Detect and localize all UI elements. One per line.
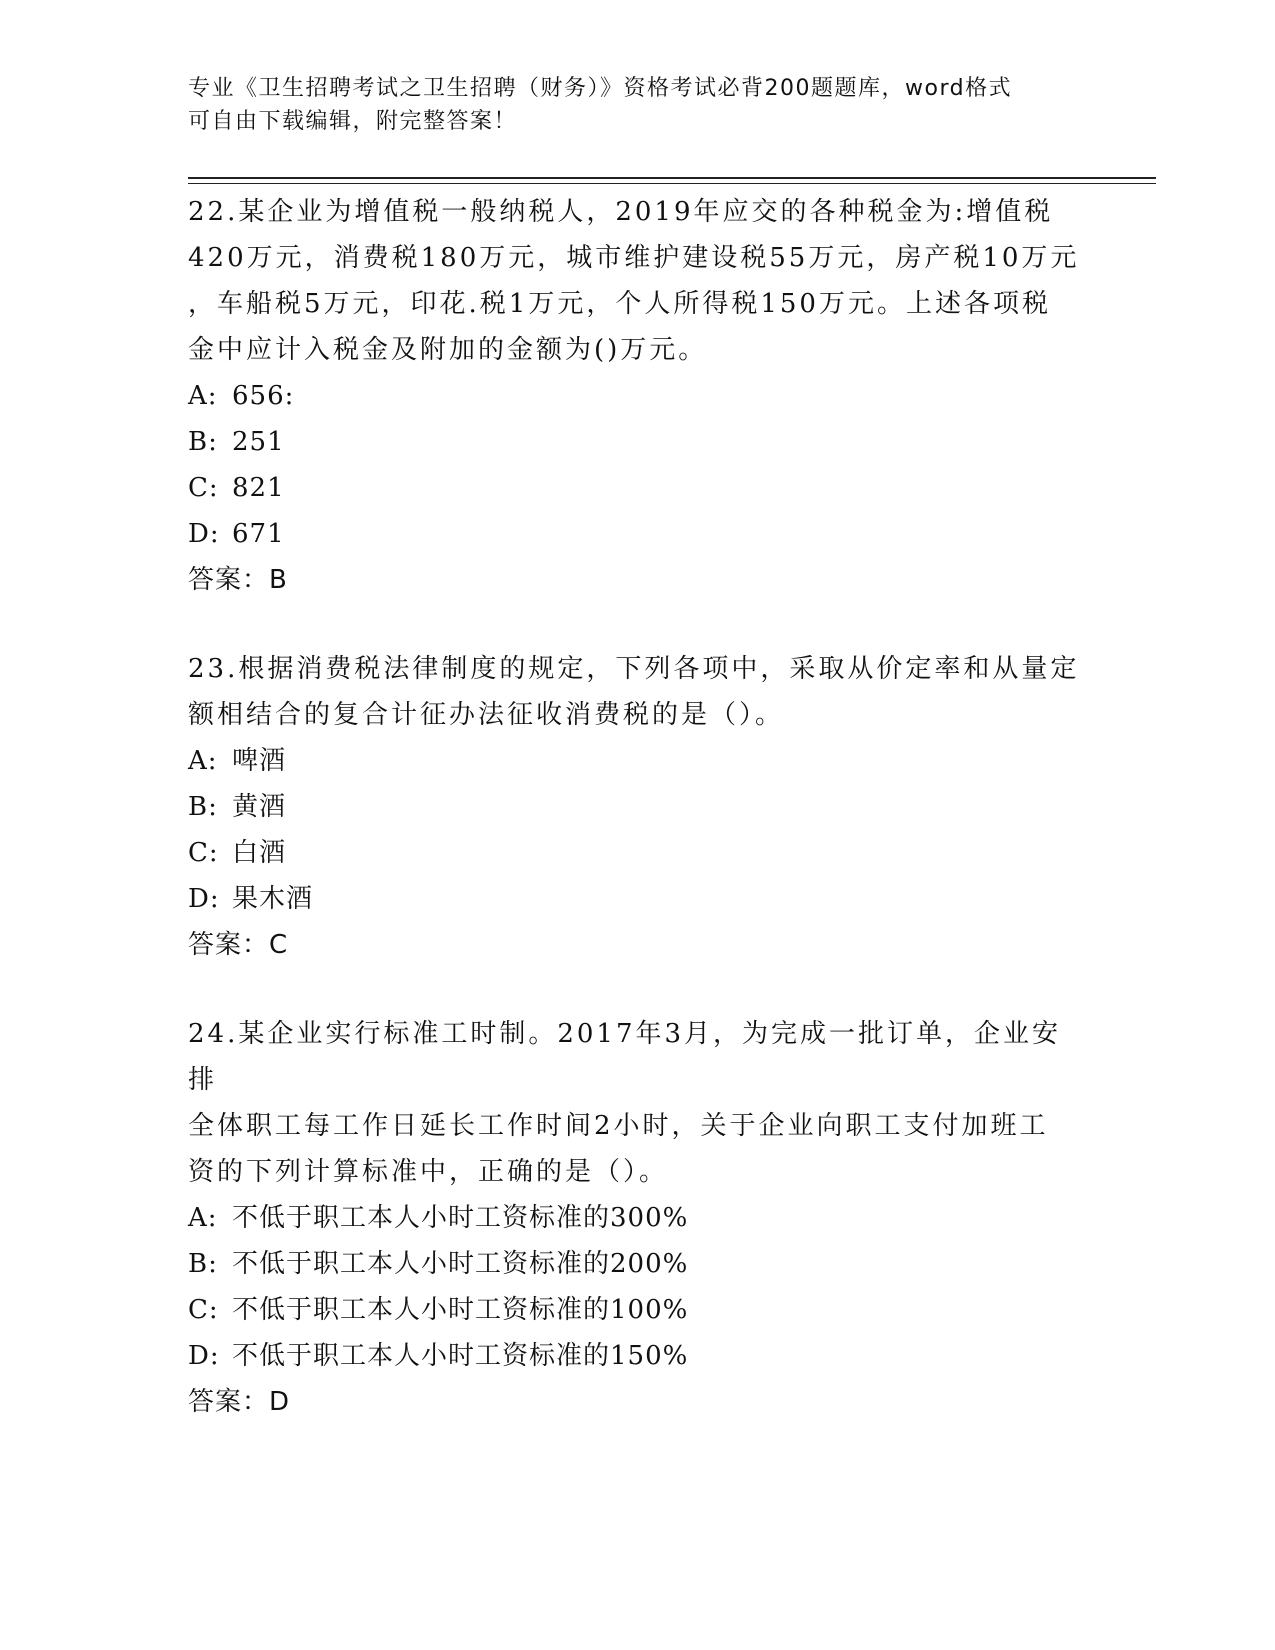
question-line: 额相结合的复合计征办法征收消费税的是（）。 (188, 700, 785, 730)
answer: 答案：D (188, 1387, 291, 1417)
question-line: ，车船税5万元，印花.税1万元，个人所得税150万元。上述各项税 (188, 289, 1051, 319)
question-line: 420万元，消费税180万元，城市维护建设税55万元，房产税10万元 (188, 243, 1080, 273)
header-line-2: 可自由下载编辑，附完整答案！ (188, 109, 518, 134)
question-text (188, 1011, 1088, 1195)
option-key: D: (188, 519, 220, 549)
option-text: 白酒 (232, 838, 287, 868)
option-key: D: (188, 1341, 220, 1371)
option-text: 黄酒 (232, 792, 287, 822)
question-line: 全体职工每工作日延长工作时间2小时，关于企业向职工支付加班工 (188, 1111, 1049, 1141)
question-22 (188, 189, 1088, 603)
option-c (188, 465, 1088, 511)
document-header (188, 72, 1088, 138)
option-key: C: (188, 473, 219, 503)
option-key: B: (188, 792, 218, 822)
option-key: A: (188, 746, 218, 776)
option-d (188, 1333, 1088, 1379)
answer: 答案：B (188, 565, 288, 595)
option-key: D: (188, 884, 220, 914)
option-text: 821 (232, 473, 285, 503)
option-key: A: (188, 381, 218, 411)
option-text: 不低于职工本人小时工资标准的200% (232, 1249, 689, 1279)
option-b (188, 419, 1088, 465)
option-b (188, 784, 1088, 830)
option-a (188, 373, 1088, 419)
option-d (188, 511, 1088, 557)
option-key: B: (188, 1249, 218, 1279)
question-24 (188, 1011, 1088, 1425)
option-a (188, 1195, 1088, 1241)
question-line: 22.某企业为增值税一般纳税人，2019年应交的各种税金为:增值税 (188, 197, 1054, 227)
option-a (188, 738, 1088, 784)
question-list (188, 189, 1088, 1468)
header-rule-thick (188, 177, 1156, 179)
question-line: 23.根据消费税法律制度的规定，下列各项中，采取从价定率和从量定 (188, 654, 1080, 684)
option-key: A: (188, 1203, 218, 1233)
header-rule-thin (188, 183, 1156, 184)
option-text: 果木酒 (232, 884, 314, 914)
option-key: B: (188, 427, 218, 457)
option-text: 啤酒 (232, 746, 287, 776)
option-d (188, 876, 1088, 922)
option-text: 不低于职工本人小时工资标准的150% (232, 1341, 689, 1371)
option-text: 251 (232, 427, 285, 457)
option-key: C: (188, 1295, 219, 1325)
question-text (188, 646, 1088, 738)
question-line: 24.某企业实行标准工时制。2017年3月，为完成一批订单，企业安排 (188, 1019, 1062, 1095)
header-line-1: 专业《卫生招聘考试之卫生招聘（财务）》资格考试必背200题题库，word格式 (188, 76, 1013, 101)
question-line: 金中应计入税金及附加的金额为()万元。 (188, 335, 708, 365)
question-line: 资的下列计算标准中，正确的是（）。 (188, 1157, 669, 1187)
option-text: 不低于职工本人小时工资标准的100% (232, 1295, 689, 1325)
option-text: 不低于职工本人小时工资标准的300% (232, 1203, 689, 1233)
question-text (188, 189, 1088, 373)
answer: 答案：C (188, 930, 289, 960)
option-text: 656: (232, 381, 295, 411)
option-text: 671 (232, 519, 285, 549)
option-c (188, 830, 1088, 876)
question-23 (188, 646, 1088, 968)
option-c (188, 1287, 1088, 1333)
option-b (188, 1241, 1088, 1287)
option-key: C: (188, 838, 219, 868)
